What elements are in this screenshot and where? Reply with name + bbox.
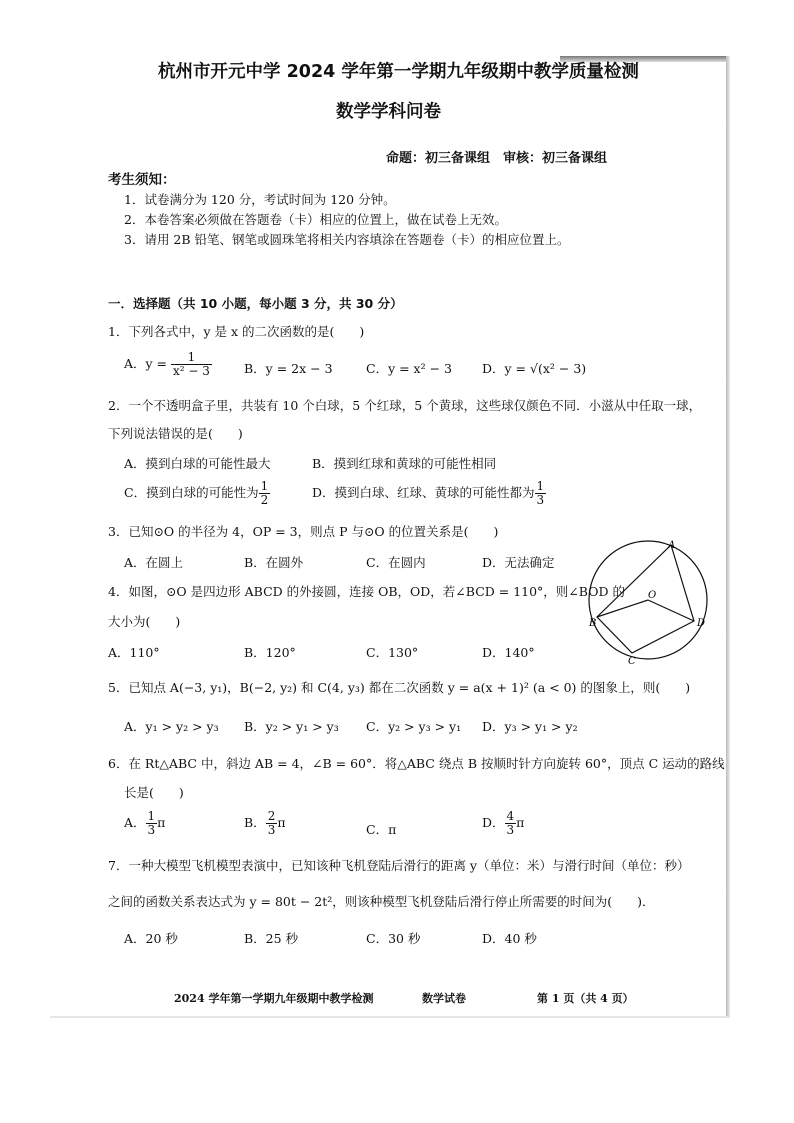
q6-option-a-fraction [146,810,158,837]
q3-option-c: C．在圆内 [366,555,426,570]
fraction-numerator: 1 [536,479,545,493]
q4-option-d: D．140° [482,645,535,660]
fraction-denominator: 2 [260,493,269,507]
label-d: D [697,618,706,629]
q6-option-c: C．π [366,822,397,837]
q2-option-d [312,480,546,507]
q4-option-c: C．130° [366,645,419,660]
q2-option-c-fraction [259,480,271,507]
notice-item: 3．请用 2B 铅笔、钢笔或圆珠笔将相关内容填涂在答题卷（卡）的相应位置上。 [124,232,570,247]
q2-option-a: A．摸到白球的可能性最大 [124,456,271,471]
fraction-numerator: 1 [171,351,212,365]
q3-option-a: A．在圆上 [124,555,184,570]
q1-option-b: B．y = 2x − 3 [244,361,333,376]
q3-option-b: B．在圆外 [244,555,304,570]
footer-page-number: 第 1 页（共 4 页） [537,992,634,1005]
fraction-numerator: 2 [267,809,276,823]
q6-option-d-fraction [505,810,517,837]
authors-line: 命题：初三备课组 审核：初三备课组 [386,151,608,166]
section-heading: 一．选择题（共 10 小题，每小题 3 分，共 30 分） [108,296,403,311]
fraction-numerator: 4 [506,809,515,823]
q2-option-b: B．摸到红球和黄球的可能性相同 [312,456,497,471]
q4-circle-figure [586,538,716,666]
fraction-numerator: 1 [260,479,269,493]
question-7-stem: 7．一种大模型飞机模型表演中，已知该种飞机登陆后滑行的距离 y（单位：米）与滑行时间（单位：秒） [108,858,690,873]
q4-option-b: B．120° [244,645,296,660]
q6-option-b-prefix: B． [244,815,266,830]
exam-title: 杭州市开元中学 2024 学年第一学期九年级期中教学质量检测 [158,62,639,82]
q2-option-c [124,480,270,507]
question-2-stem-cont: 下列说法错误的是( ) [108,426,243,441]
pi-symbol: π [277,815,286,830]
footer-subject: 数学试卷 [422,992,466,1005]
question-5-stem: 5．已知点 A(−3, y₁)，B(−2, y₂) 和 C(4, y₃) 都在二次函数 y = a(x + 1)² (a < 0) 的图象上，则( ) [108,680,691,695]
q1-option-c: C．y = x² − 3 [366,361,452,376]
question-7-stem-cont: 之间的函数关系表达式为 y = 80t − 2t²，则该种模型飞机登陆后滑行停止所需要的时间为( )． [108,894,655,909]
q6-option-b [244,810,286,837]
label-c: C [628,656,636,666]
q6-option-b-fraction [266,810,278,837]
quadrilateral-abcd [597,545,694,653]
q1-option-a [124,351,212,378]
q5-option-d: D．y₃ > y₁ > y₂ [482,719,578,734]
q6-option-d [482,810,524,837]
label-a: A [668,540,676,551]
scan-shadow-right [726,56,730,1018]
question-6-stem: 6．在 Rt△ABC 中，斜边 AB = 4，∠B = 60°．将△ABC 绕点 B 按顺时针方向旋转 60°，顶点 C 运动的路线 [108,756,725,771]
q5-option-b: B．y₂ > y₁ > y₃ [244,719,339,734]
q6-option-a [124,810,165,837]
segment-od [648,600,694,621]
notice-item: 1．试卷满分为 120 分，考试时间为 120 分钟。 [124,192,396,207]
q7-option-c: C．30 秒 [366,931,421,946]
q2-option-d-prefix: D．摸到白球、红球、黄球的可能性都为 [312,485,535,500]
q7-option-b: B．25 秒 [244,931,299,946]
label-o: O [648,590,657,601]
q6-option-a-prefix: A． [124,815,146,830]
question-4-stem: 4．如图，⊙O 是四边形 ABCD 的外接圆，连接 OB，OD，若∠BCD = 110°，则∠BOD 的 [108,584,625,599]
question-1-stem: 1．下列各式中，y 是 x 的二次函数的是( ) [108,324,365,339]
notice-item: 2．本卷答案必须做在答题卷（卡）相应的位置上，做在试卷上无效。 [124,212,507,227]
question-2-stem: 2．一个不透明盒子里，共装有 10 个白球，5 个红球，5 个黄球，这些球仅颜色不同．小滋从中任取一球， [108,398,702,413]
fraction-denominator: 3 [267,823,276,837]
q7-option-a: A．20 秒 [124,931,178,946]
footer-exam-name: 2024 学年第一学期九年级期中教学检测 [174,992,374,1005]
q1-option-a-prefix: A．y = [124,356,168,371]
scan-shadow-bottom [50,1016,730,1018]
segment-ob [597,600,648,617]
fraction-denominator: x² − 3 [173,364,210,378]
fraction-denominator: 3 [536,493,545,507]
question-6-stem-cont: 长是( ) [124,785,184,800]
notice-heading: 考生须知： [108,172,176,188]
question-4-stem-cont: 大小为( ) [108,614,181,629]
q5-option-c: C．y₂ > y₃ > y₁ [366,719,462,734]
fraction-numerator: 1 [147,809,156,823]
exam-subtitle: 数学学科问卷 [336,102,441,122]
pi-symbol: π [516,815,525,830]
fraction-denominator: 3 [147,823,156,837]
q2-option-c-prefix: C．摸到白球的可能性为 [124,485,259,500]
fraction-denominator: 3 [506,823,515,837]
question-3-stem: 3．已知⊙O 的半径为 4，OP = 3，则点 P 与⊙O 的位置关系是( ) [108,524,499,539]
q7-option-d: D．40 秒 [482,931,537,946]
q6-option-d-prefix: D． [482,815,505,830]
q5-option-a: A．y₁ > y₂ > y₃ [124,719,219,734]
q3-option-d: D．无法确定 [482,555,555,570]
pi-symbol: π [157,815,166,830]
q1-option-a-fraction [171,351,212,378]
q1-option-d: D．y = √(x² − 3) [482,361,587,376]
label-b: B [589,618,597,629]
q2-option-d-fraction [535,480,547,507]
q4-option-a: A．110° [108,645,160,660]
